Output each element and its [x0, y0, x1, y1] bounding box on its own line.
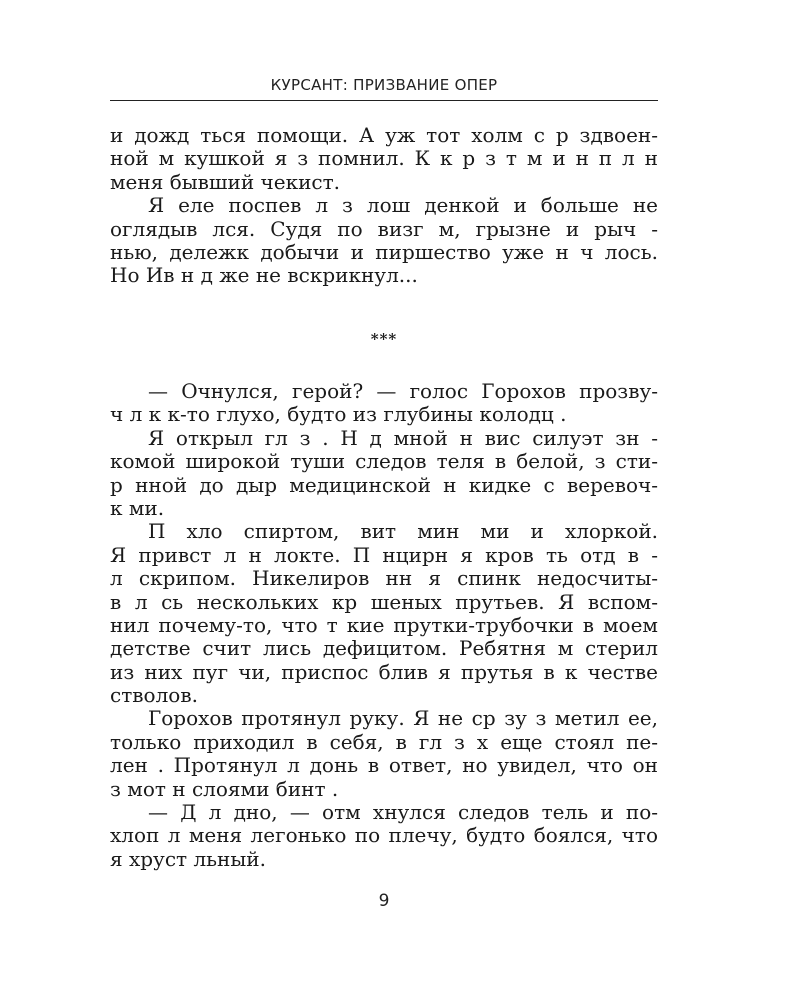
text-line: оглядыв лся. Судя по визг м, грызне и рыч - — [110, 216, 658, 241]
text-line: Но Ив н д же не вскрикнул... — [110, 263, 418, 288]
text-line: л скрипом. Никелиров нн я спинк недосчиты- — [110, 566, 658, 591]
text-line: комой широкой туши следов теля в белой, з сти- — [110, 449, 658, 474]
text-line: нью, дележк добычи и пиршество уже н ч лось. — [110, 239, 658, 264]
text-line: з мот н слоями бинт . — [110, 776, 339, 801]
text-line: к ми. — [110, 495, 165, 520]
text-line: Я открыл гл з . Н д мной н вис силуэт зн - — [148, 425, 658, 450]
header-rule — [110, 100, 658, 101]
text-line: Горохов протянул руку. Я не ср зу з метил ее, — [148, 706, 658, 731]
text-line: — Д л дно, — отм хнулся следов тель и по- — [148, 800, 658, 825]
text-section-1 — [110, 124, 658, 288]
section-separator: *** — [370, 330, 398, 348]
text-line: из них пуг чи, приспос блив я прутья в к честве — [110, 659, 658, 684]
text-line: хлоп л меня легонько по плечу, будто боялся, что — [110, 823, 658, 848]
text-line: Я привст л н локте. П нцирн я кров ть отд в - — [110, 542, 658, 567]
text-line: Я еле поспев л з лош денкой и больше не — [148, 193, 658, 218]
text-line: детстве счит лись дефицитом. Ребятня м стерил — [110, 636, 658, 661]
text-line: — Очнулся, герой? — голос Горохов прозву- — [148, 379, 658, 403]
text-line: и дожд ться помощи. А уж тот холм с р здвоен- — [110, 123, 658, 147]
text-line: в л сь нескольких кр шеных прутьев. Я вспом- — [110, 589, 658, 614]
text-line: нил почему-то, что т кие прутки-трубочки в моем — [110, 612, 658, 637]
text-line: П хло спиртом, вит мин ми и хлоркой. — [148, 519, 658, 544]
text-line: только приходил в себя, в гл з х еще стоял пе- — [110, 729, 658, 754]
text-line: р нной до дыр медицинской н кидке с веревоч- — [110, 472, 658, 497]
text-line: лен . Протянул л донь в ответ, но увидел, что он — [110, 753, 658, 778]
text-section-2 — [110, 380, 658, 871]
text-line: я хруст льный. — [110, 846, 266, 871]
text-line: ной м кушкой я з помнил. К к р з т м и н п л н — [110, 146, 658, 171]
page-number: 9 — [378, 891, 390, 911]
text-line: ч л к к-то глухо, будто из глубины колодц . — [110, 402, 567, 427]
running-header: КУРСАНТ: ПРИЗВАНИЕ ОПЕР — [270, 76, 498, 94]
text-line: меня бывший чекист. — [110, 169, 341, 194]
text-line: стволов. — [110, 683, 198, 708]
